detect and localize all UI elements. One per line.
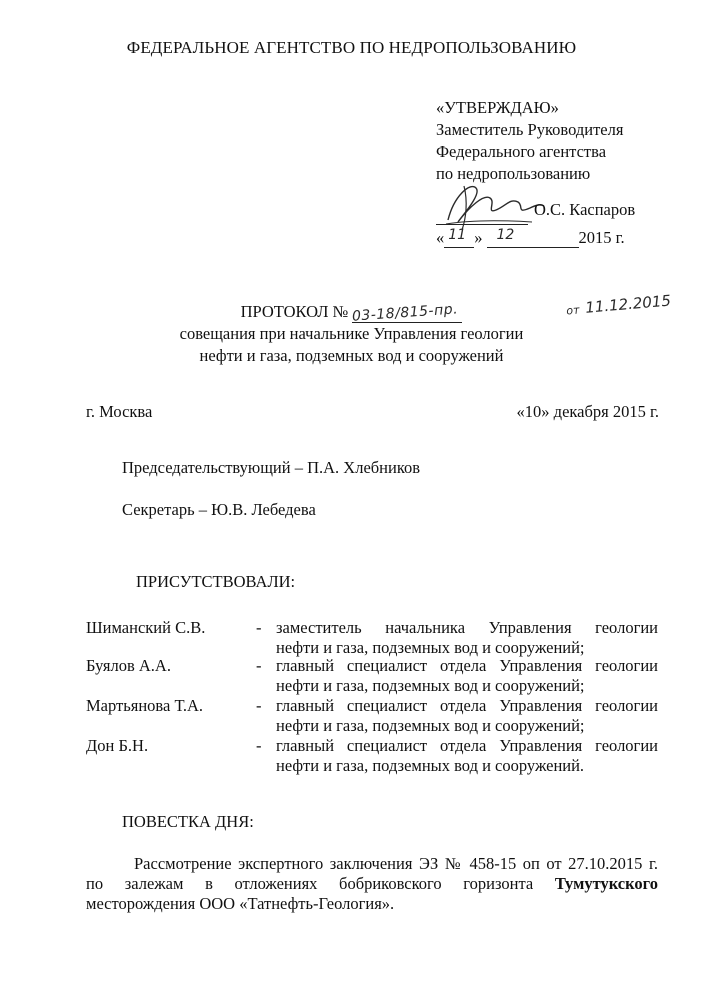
protocol-label: ПРОТОКОЛ № <box>240 302 349 321</box>
attendee-role-line: нефти и газа, подземных вод и сооружений; <box>276 716 585 736</box>
attendee-dash: - <box>256 656 262 675</box>
date-close-quote: » <box>474 228 483 247</box>
attendee-name: Буялов А.А. <box>86 656 171 675</box>
approval-month-handwritten: 12 <box>496 227 515 244</box>
approval-day-field <box>444 229 474 248</box>
approval-date <box>436 228 625 248</box>
protocol-date-handwritten: 11.12.2015 <box>584 291 672 317</box>
attendee-role-line: заместитель начальника Управления геологии <box>276 618 658 637</box>
protocol-date-prefix: от <box>565 303 580 318</box>
attendee-role-line: главный специалист отдела Управления геологии <box>276 736 658 755</box>
date-open-quote: « <box>436 228 445 247</box>
attendee-role <box>276 618 658 658</box>
chairperson: Председательствующий – П.А. Хлебников <box>122 458 421 477</box>
attendee-role <box>276 736 658 776</box>
approval-line: Федерального агентства <box>436 142 607 161</box>
present-heading: ПРИСУТСТВОВАЛИ: <box>136 572 296 591</box>
attendee-name: Мартьянова Т.А. <box>86 696 204 715</box>
approval-block <box>436 98 623 186</box>
approval-line: «УТВЕРЖДАЮ» <box>436 98 559 117</box>
approval-day-handwritten: 11 <box>448 227 467 244</box>
agenda-heading: ПОВЕСТКА ДНЯ: <box>122 812 254 831</box>
attendee-role-line: нефти и газа, подземных вод и сооружений; <box>276 676 585 696</box>
agenda-text <box>86 854 658 914</box>
protocol-number-field <box>352 302 462 323</box>
approval-line: Заместитель Руководителя <box>436 120 624 139</box>
attendee-role-line: главный специалист отдела Управления геологии <box>276 656 658 675</box>
attendee-dash: - <box>256 736 262 755</box>
approval-line: по недропользованию <box>436 164 591 183</box>
attendee-name: Шиманский С.В. <box>86 618 206 637</box>
attendee-role-line: главный специалист отдела Управления геологии <box>276 696 658 715</box>
agency-header: ФЕДЕРАЛЬНОЕ АГЕНТСТВО ПО НЕДРОПОЛЬЗОВАНИЮ <box>126 38 577 57</box>
signer-name: О.С. Каспаров <box>534 200 636 219</box>
agenda-line: Рассмотрение экспертного заключения ЭЗ № 458-15 оп от 27.10.2015 г. <box>134 854 658 873</box>
secretary: Секретарь – Ю.В. Лебедева <box>122 500 316 519</box>
attendee-name: Дон Б.Н. <box>86 736 149 755</box>
meeting-city: г. Москва <box>86 402 153 421</box>
approval-month-field <box>487 229 579 248</box>
attendee-dash: - <box>256 618 262 637</box>
protocol-subtitle-2: нефти и газа, подземных вод и сооружений <box>199 346 504 365</box>
agenda-line-text: по залежам в отложениях бобриковского горизонта <box>86 874 555 894</box>
protocol-subtitle-1: совещания при начальнике Управления геологии <box>179 324 524 343</box>
approval-year: 2015 г. <box>578 228 625 247</box>
field-name-bold: Тумутукского <box>554 874 658 894</box>
attendee-dash: - <box>256 696 262 715</box>
attendee-role <box>276 696 658 736</box>
signature-line <box>436 224 528 225</box>
agenda-line: месторождения ООО «Татнефть-Геология». <box>86 894 395 914</box>
protocol-number-handwritten: 03-18/815-пр. <box>351 301 459 325</box>
attendee-role-line: нефти и газа, подземных вод и сооружений; <box>276 638 585 658</box>
meeting-date: «10» декабря 2015 г. <box>516 402 659 421</box>
attendee-role-line: нефти и газа, подземных вод и сооружений. <box>276 756 585 776</box>
attendee-role <box>276 656 658 696</box>
agenda-line <box>86 874 658 894</box>
